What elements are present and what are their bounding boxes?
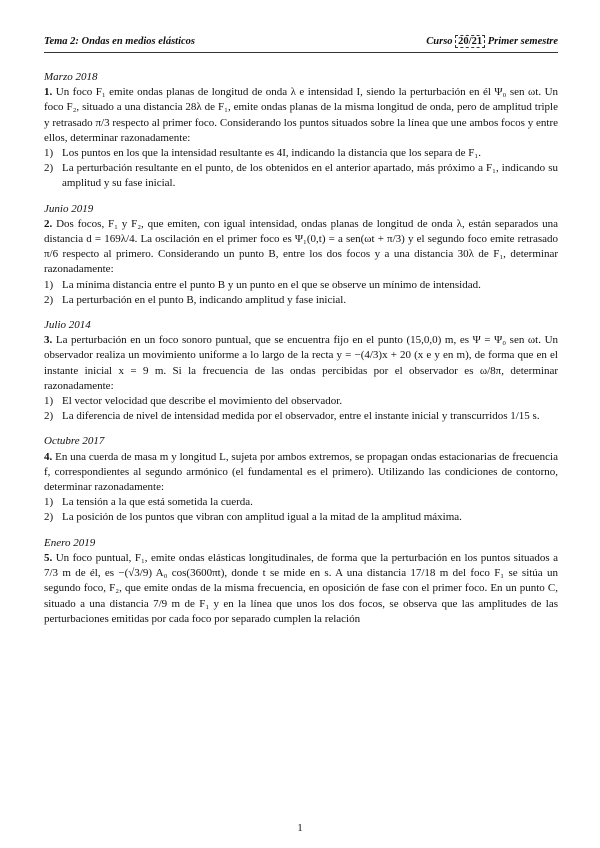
item-text: La tensión a la que está sometida la cuerda. <box>62 496 253 509</box>
item-text: El vector velocidad que describe el movimiento del observador. <box>62 395 343 408</box>
problem-2 <box>44 202 558 308</box>
problem-text: Dos focos, F₁ y F₂, que emiten, con igual intensidad, ondas planas de longitud de onda λ, están separados una distancia d = 169λ/4. La oscilación en el primer foco es Ψ₁(0,t) = a sen(ωt + π/3) y el segundo foco emite retrasado π/6 respecto al primero. Considerando un punto B, entre los dos focos y a una distancia 30λ de F₁, determinar razonadamente: <box>44 217 559 276</box>
problem-3 <box>44 318 558 424</box>
header-topic: Tema 2: Ondas en medios elásticos <box>44 36 195 47</box>
problem-text: Un foco F₁ emite ondas planas de longitud de onda λ e intensidad I, siendo la perturbación en él Ψ₀ sen ωt. Un foco F₂, situado a una distancia 28λ de F₁, emite ondas planas de la misma longitud de onda, pero de amplitud triple y retrasado π/3 respecto al primer foco. Considerando los puntos situados sobre la línea que une ambos focos y entre ellos, determinar razonadamente: <box>44 86 559 144</box>
item-label: 1) <box>44 147 54 160</box>
item-text: Los puntos en los que la intensidad resultante es 4I, indicando la distancia que los separa de F₁. <box>62 147 481 160</box>
header-course-year: 20/21 <box>455 35 485 48</box>
problem-statement <box>44 85 558 146</box>
problem-4 <box>44 434 558 525</box>
problem-item <box>44 510 558 525</box>
item-text: La posición de los puntos que vibran con amplitud igual a la mitad de la amplitud máxima. <box>62 511 462 524</box>
item-text: La perturbación resultante en el punto, de los obtenidos en el anterior apartado, más próximo a F₁, indicando su amplitud y su fase inicial. <box>62 162 558 190</box>
problem-date: Marzo 2018 <box>44 71 98 83</box>
problem-date: Julio 2014 <box>44 319 91 332</box>
problem-item <box>44 293 558 308</box>
item-label: 1) <box>44 278 54 291</box>
problem-number: 3. <box>44 334 53 347</box>
problem-date: Enero 2019 <box>44 536 96 549</box>
item-text: La perturbación en el punto B, indicando amplitud y fase inicial. <box>62 293 347 306</box>
item-label: 2) <box>44 293 54 306</box>
problem-statement <box>44 551 558 627</box>
problem-1 <box>44 70 558 192</box>
problem-date: Junio 2019 <box>44 202 94 215</box>
item-label: 1) <box>44 496 54 509</box>
item-text: La mínima distancia entre el punto B y un punto en el que se observe un mínimo de intensidad. <box>62 278 481 291</box>
problem-number: 5. <box>44 551 53 564</box>
page-header <box>44 36 558 52</box>
problem-date: Octubre 2017 <box>44 435 105 448</box>
problem-item <box>44 278 558 293</box>
problem-number: 4. <box>44 450 53 463</box>
header-course-prefix: Curso <box>426 36 453 47</box>
item-label: 1) <box>44 395 54 408</box>
problem-5 <box>44 536 558 627</box>
problem-statement <box>44 333 558 394</box>
item-label: 2) <box>44 511 54 524</box>
item-label: 2) <box>44 410 54 423</box>
item-text: La diferencia de nivel de intensidad medida por el observador, entre el instante inicial y transcurridos 1/15 s. <box>62 410 540 423</box>
problems-list <box>44 68 558 637</box>
problem-item <box>44 161 558 191</box>
problem-number: 1. <box>44 86 53 99</box>
problem-number: 2. <box>44 217 53 230</box>
header-divider <box>44 52 558 53</box>
problem-text: En una cuerda de masa m y longitud L, sujeta por ambos extremos, se propagan ondas estacionarias de frecuencia f, correspondientes al segundo armónico (el fundamental es el primero). Utilizando las condiciones de contorno, determinar razonadamente: <box>44 450 558 494</box>
problem-item <box>44 394 558 409</box>
problem-statement <box>44 217 558 278</box>
page-number: 1 <box>297 822 303 834</box>
problem-item <box>44 409 558 424</box>
problem-item <box>44 495 558 510</box>
header-course-suffix: Primer semestre <box>487 36 558 47</box>
problem-text: Un foco puntual, F₁, emite ondas elásticas longitudinales, de forma que la perturbación en los puntos situados a 7/3 m de él, es −(√3/9) A₀ cos(3600πt), donde t se mide en s. A una distancia 17/18 m del foco F₁ se sitúa un segundo foco, F₂, que emite ondas de la misma frecuencia, en oposición de fase con el primer foco. En un punto C, situado a una distancia 7/9 m de F₁ y en la línea que unos los dos focos, se observa que las amplitudes de las perturbaciones emitidas por cada foco por separado cumplen la relación <box>44 551 559 625</box>
problem-text: La perturbación en un foco sonoro puntual, que se encuentra fijo en el punto (15,0,0) m, es Ψ = Ψ₀ sen ωt. Un observador realiza un movimiento uniforme a lo largo de la recta y = −(4/3)x + 20 (x e y en m), de forma que en el instante inicial x = 9 m. Si la frecuencia de las ondas percibidas por el observador es ω/8π, determinar razonadamente: <box>44 334 559 392</box>
item-label: 2) <box>44 162 54 175</box>
problem-item <box>44 146 558 161</box>
header-course <box>426 36 558 47</box>
problem-statement <box>44 450 558 496</box>
